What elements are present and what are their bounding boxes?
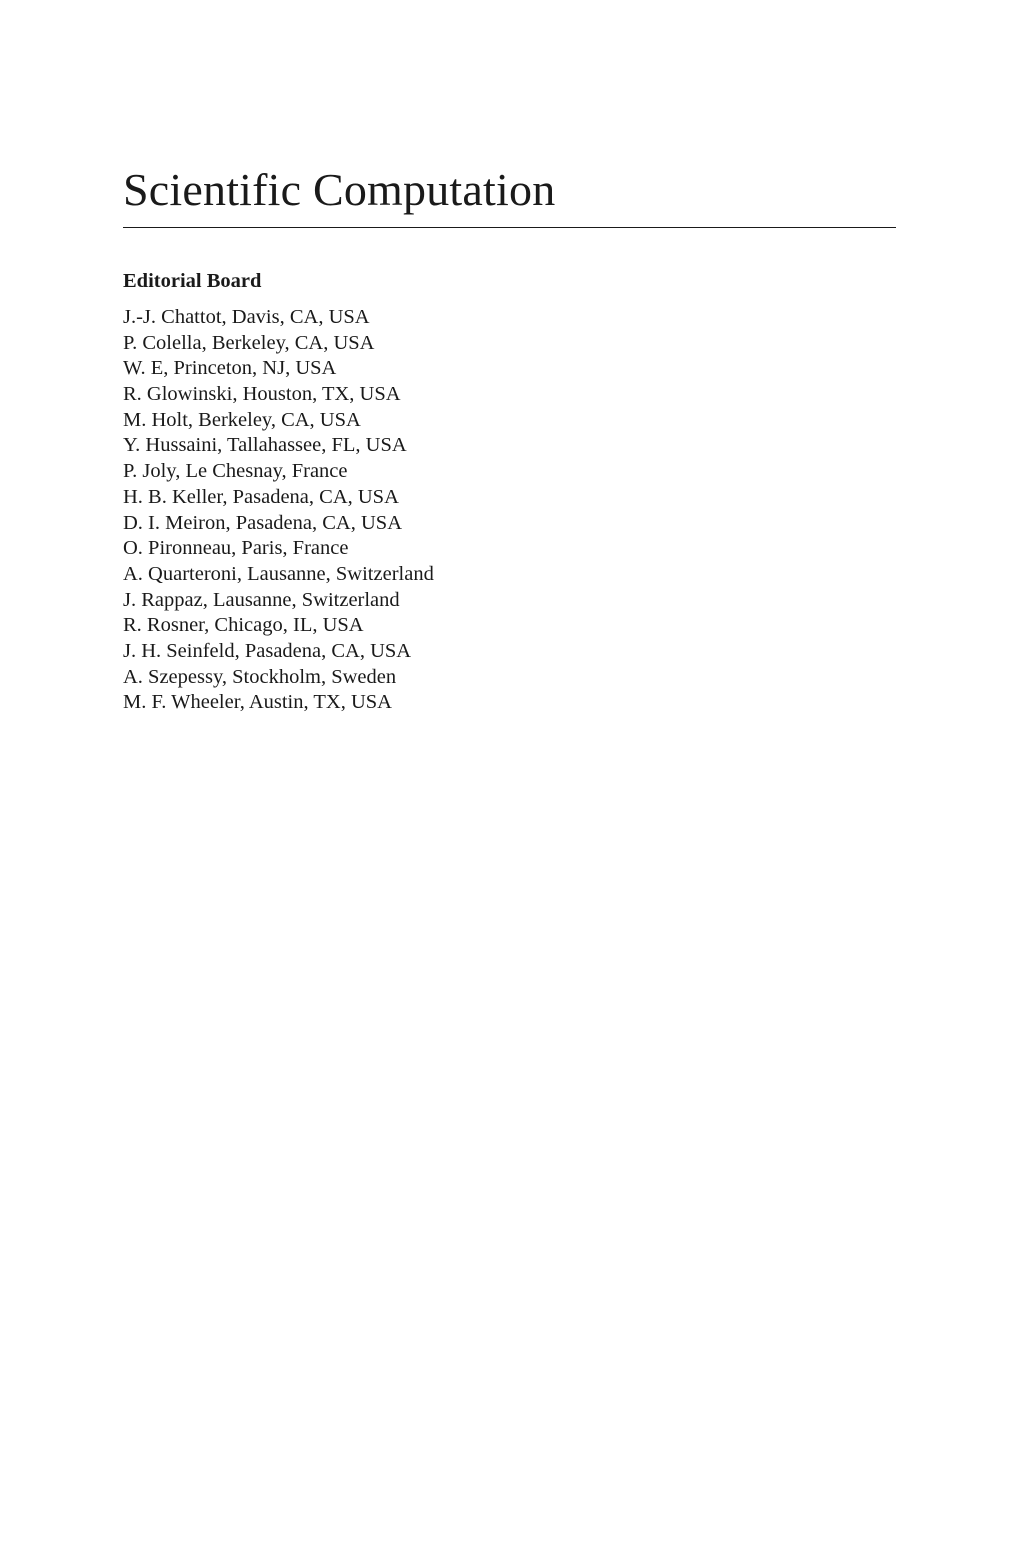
board-member: J.-J. Chattot, Davis, CA, USA <box>123 306 370 328</box>
board-member: A. Quarteroni, Lausanne, Switzerland <box>123 562 434 585</box>
board-member: D. I. Meiron, Pasadena, CA, USA <box>123 511 402 534</box>
board-member: A. Szepessy, Stockholm, Sweden <box>123 665 397 688</box>
editorial-board-list <box>123 305 434 716</box>
board-member: M. F. Wheeler, Austin, TX, USA <box>123 691 392 714</box>
board-member: W. E, Princeton, NJ, USA <box>123 357 337 380</box>
board-member: M. Holt, Berkeley, CA, USA <box>123 408 361 431</box>
editorial-board-heading: Editorial Board <box>123 270 262 292</box>
board-member: J. H. Seinfeld, Pasadena, CA, USA <box>123 639 412 662</box>
board-member: H. B. Keller, Pasadena, CA, USA <box>123 485 399 508</box>
title-rule <box>123 227 896 228</box>
board-member: R. Glowinski, Houston, TX, USA <box>123 383 401 406</box>
series-title: Scientific Computation <box>123 164 556 215</box>
board-member: R. Rosner, Chicago, IL, USA <box>123 614 364 637</box>
board-member: P. Colella, Berkeley, CA, USA <box>123 331 375 354</box>
board-member: O. Pironneau, Paris, France <box>123 537 349 560</box>
board-member: Y. Hussaini, Tallahassee, FL, USA <box>123 434 407 457</box>
board-member: J. Rappaz, Lausanne, Switzerland <box>123 588 400 611</box>
board-member: P. Joly, Le Chesnay, France <box>123 460 348 483</box>
